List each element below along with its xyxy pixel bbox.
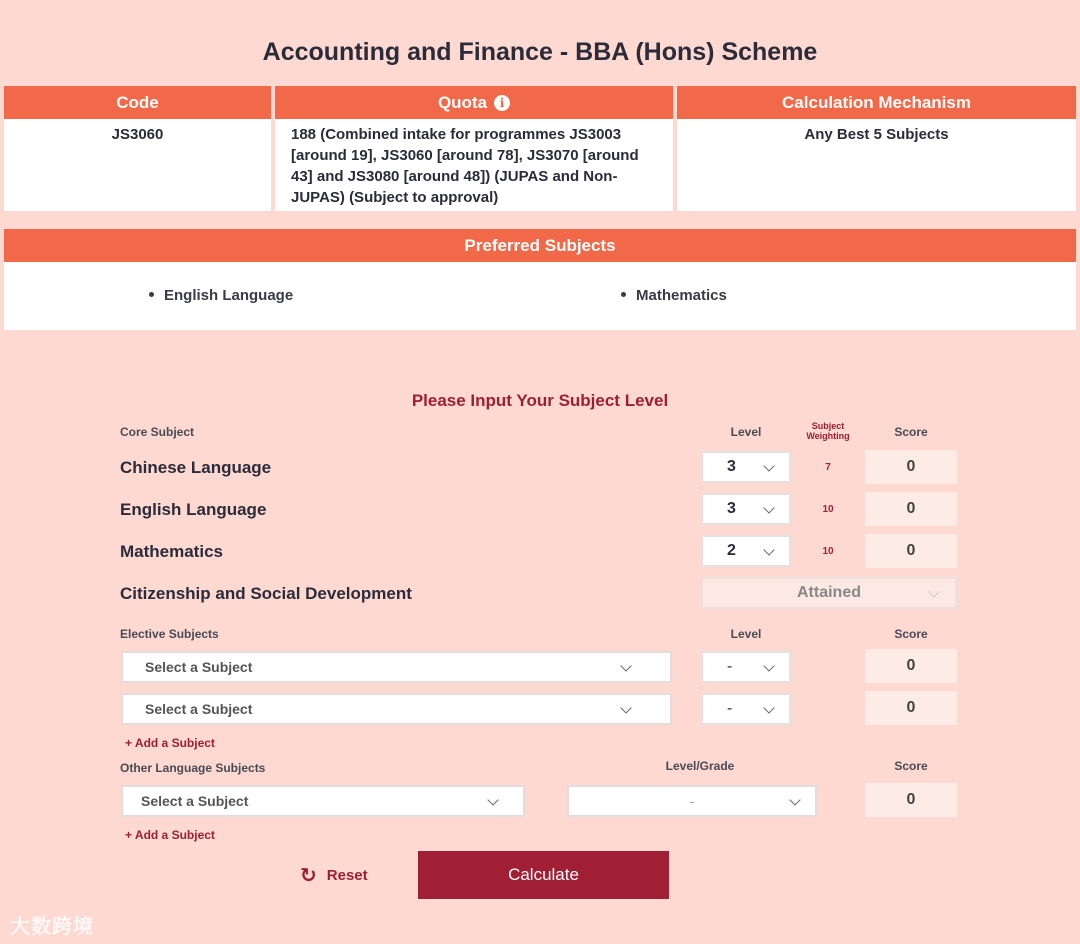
select-placeholder: Select a Subject: [141, 793, 249, 809]
chevron-down-icon: [789, 794, 800, 805]
other-language-label: Other Language Subjects: [120, 761, 266, 775]
chevron-down-icon: [763, 544, 774, 555]
preferred-subjects-list: [4, 262, 1076, 330]
chevron-down-icon: [620, 702, 631, 713]
reset-button[interactable]: [300, 862, 420, 888]
elective-subjects-label: Elective Subjects: [120, 627, 219, 641]
level-value: 3: [727, 500, 736, 517]
page-title: Accounting and Finance - BBA (Hons) Scheme: [262, 38, 818, 66]
elective-score-label: Score: [894, 627, 928, 641]
code-column: [4, 86, 271, 211]
level-select[interactable]: [701, 451, 791, 483]
bullet-icon: [621, 292, 626, 297]
level-value: 2: [727, 542, 736, 559]
core-subject-name: Mathematics: [120, 542, 223, 561]
core-subject-name: English Language: [120, 500, 267, 519]
chevron-down-icon: [620, 660, 631, 671]
quota-column: [275, 86, 673, 211]
other-level-label: Level/Grade: [665, 759, 735, 773]
list-item: [149, 287, 293, 304]
score-field: 0: [865, 534, 957, 568]
quota-header-label: Quota: [437, 92, 488, 112]
elective-subject-select[interactable]: [121, 651, 672, 683]
programme-code: JS3060: [4, 119, 271, 211]
reset-icon: ↻: [300, 863, 317, 887]
quota-header: [275, 86, 673, 119]
csd-level-select[interactable]: [701, 577, 957, 609]
add-other-subject-link[interactable]: + Add a Subject: [125, 828, 215, 842]
bullet-icon: [149, 292, 154, 297]
preferred-subjects: [4, 229, 1076, 330]
score-field: 0: [865, 649, 957, 683]
elective-level-select[interactable]: [701, 693, 791, 725]
other-score-label: Score: [894, 759, 928, 773]
code-header: Code: [4, 86, 271, 119]
calculate-button[interactable]: Calculate: [418, 851, 669, 899]
subject-weighting: 10: [822, 504, 834, 515]
form-title: Please Input Your Subject Level: [411, 391, 669, 410]
level-value: -: [727, 658, 733, 675]
score-field: 0: [865, 691, 957, 725]
chevron-down-icon: [763, 702, 774, 713]
calc-column: [677, 86, 1076, 211]
calc-mechanism: Any Best 5 Subjects: [677, 119, 1076, 211]
score-field: 0: [865, 450, 957, 484]
level-value: -: [727, 700, 733, 717]
list-item: [621, 287, 727, 304]
score-field: 0: [865, 492, 957, 526]
level-value: -: [689, 793, 695, 809]
chevron-down-icon: [928, 586, 939, 597]
calc-header: Calculation Mechanism: [677, 86, 1076, 119]
programme-info-table: [4, 86, 1076, 211]
chevron-down-icon: [763, 502, 774, 513]
info-icon[interactable]: i: [494, 95, 510, 111]
core-subject-label: Core Subject: [120, 425, 195, 439]
add-elective-subject-link[interactable]: + Add a Subject: [125, 736, 215, 750]
preferred-subject-label: Mathematics: [636, 287, 727, 304]
core-subject-name: Citizenship and Social Development: [120, 584, 412, 603]
chevron-down-icon: [763, 660, 774, 671]
level-value: 3: [727, 458, 736, 475]
score-field: 0: [865, 783, 957, 817]
quota-text: 188 (Combined intake for programmes JS3003 [around 19], JS3060 [around 78], JS3070 [around 43] and JS3080 [around 48]) (JUPAS and Non-JUPAS) (Subject to approval): [275, 119, 673, 211]
preferred-subject-label: English Language: [164, 287, 294, 304]
level-select[interactable]: [701, 493, 791, 525]
preferred-subjects-header: Preferred Subjects: [4, 229, 1076, 262]
select-placeholder: Select a Subject: [145, 659, 253, 675]
chevron-down-icon: [487, 794, 498, 805]
other-language-select[interactable]: [121, 785, 525, 817]
other-level-select[interactable]: [567, 785, 817, 817]
subject-weighting: 7: [825, 462, 831, 473]
level-column-label: Level: [730, 425, 762, 439]
core-subject-name: Chinese Language: [120, 458, 272, 477]
level-select[interactable]: [701, 535, 791, 567]
select-placeholder: Select a Subject: [145, 701, 253, 717]
subject-weighting: 10: [822, 546, 834, 557]
watermark: 大数跨境: [10, 916, 94, 938]
csd-value: Attained: [797, 584, 861, 601]
weighting-label-line1: Subject: [811, 421, 845, 431]
score-column-label: Score: [894, 425, 928, 439]
elective-level-select[interactable]: [701, 651, 791, 683]
elective-level-label: Level: [730, 627, 762, 641]
weighting-label-line2: Weighting: [806, 431, 850, 441]
chevron-down-icon: [763, 460, 774, 471]
reset-label: Reset: [326, 866, 368, 884]
elective-subject-select[interactable]: [121, 693, 672, 725]
weighting-column-label: [798, 421, 858, 441]
